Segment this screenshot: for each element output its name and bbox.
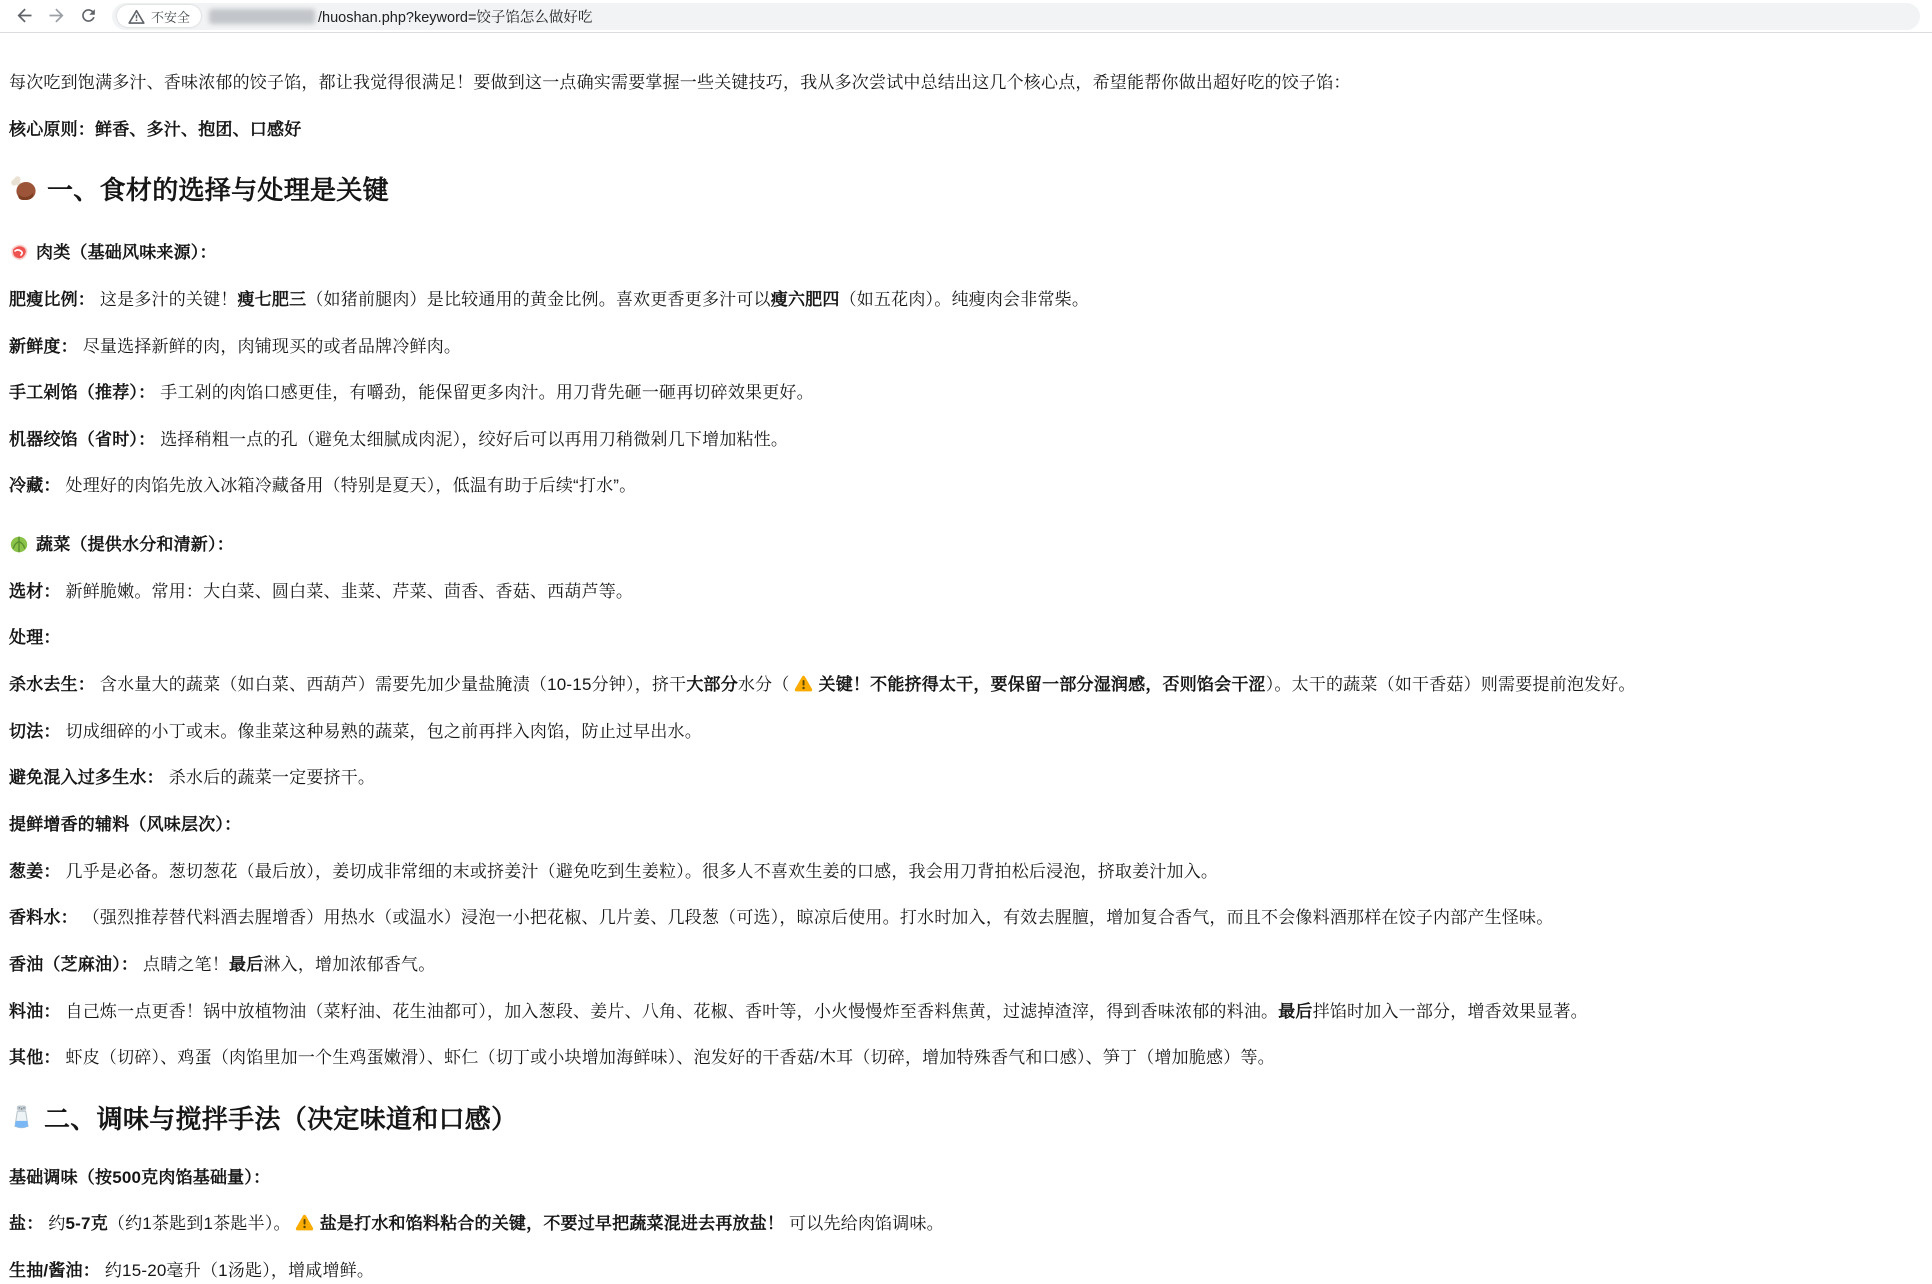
redacted-domain [209, 9, 315, 24]
vegetable-selection: 选材： 新鲜脆嫩。常用：大白菜、圆白菜、韭菜、芹菜、茴香、香菇、西葫芦等。 [9, 581, 634, 601]
scallion-ginger: 葱姜： 几乎是必备。葱切葱花（最后放），姜切成非常细的末或挤姜汁（避免吃到生姜粒）。很多人不喜欢生姜的口感，我会用刀背拍松后浸泡，挤取姜汁加入。 [9, 861, 1219, 881]
seasoned-oil: 料油： 自己炼一点更香！锅中放植物油（菜籽油、花生油都可），加入葱段、姜片、八角、花椒、香叶等，小火慢慢炸至香料焦黄，过滤掉渣滓，得到香味浓郁的料油。最后拌馅时加入一部分，增香效果显著。 [9, 1001, 1588, 1021]
forward-icon [46, 5, 67, 27]
fat-lean-ratio: 肥瘦比例： 这是多汁的关键！瘦七肥三（如猪前腿肉）是比较通用的黄金比例。喜欢更香更多汁可以瘦六肥四（如五花肉）。纯瘦肉会非常柴。 [9, 289, 1090, 309]
url-text: /huoshan.php?keyword=饺子馅怎么做好吃 [318, 9, 593, 26]
avoid-raw-water: 避免混入过多生水： 杀水后的蔬菜一定要挤干。 [9, 768, 376, 788]
address-bar[interactable] [112, 3, 1920, 30]
forward-button[interactable] [42, 2, 70, 30]
insecure-label: 不安全 [151, 9, 191, 25]
sesame-oil: 香油（芝麻油）： 点睛之笔！最后淋入，增加浓郁香气。 [9, 954, 436, 974]
refrigerate: 冷藏： 处理好的肉馅先放入冰箱冷藏备用（特别是夏天），低温有助于后续“打水”。 [9, 476, 637, 496]
salt-amount: 盐： 约5-7克（约1茶匙到1茶匙半）。 盐是打水和馅料粘合的关键，不要过早把蔬菜混进去再放盐！ 可以先给肉馅调味。 [9, 1212, 1922, 1237]
reload-icon [79, 6, 98, 26]
spice-water: 香料水： （强烈推荐替代料酒去腥增香）用热水（或温水）浸泡一小把花椒、几片姜、几段葱（可选），晾凉后使用。打水时加入，有效去腥膻，增加复合香气，而且不会像料酒那样在饺子内部产生怪味。 [9, 908, 1554, 928]
cutting-method: 切法： 切成细碎的小丁或末。像韭菜这种易熟的蔬菜，包之前再拌入肉馅，防止过早出水。 [9, 721, 702, 741]
section-2-heading: 二、调味与搅拌手法（决定味道和口感） [9, 1099, 1922, 1136]
cut-of-meat-icon [9, 241, 29, 266]
security-chip[interactable] [117, 5, 201, 27]
vegetable-processing: 处理： [9, 628, 61, 648]
warning-icon [295, 1212, 314, 1237]
back-button[interactable] [10, 2, 38, 30]
soy-sauce-amount: 生抽/酱油： 约15-20毫升（1汤匙），增咸增鲜。 [9, 1261, 375, 1281]
meat-on-bone-icon [9, 174, 37, 206]
intro-paragraph: 每次吃到饱满多汁、香味浓郁的饺子馅，都让我觉得很满足！要做到这一点确实需要掌握一些关键技巧，我从多次尝试中总结出这几个核心点，希望能帮你做出超好吃的饺子馅： [9, 73, 1351, 92]
base-seasoning-subheading: 基础调味（按500克肉馅基础量）： [9, 1167, 271, 1187]
salt-shaker-icon [9, 1104, 34, 1135]
warning-icon [794, 673, 813, 698]
back-icon [14, 5, 35, 27]
browser-toolbar [0, 0, 1932, 33]
article [0, 33, 1932, 1284]
hand-chopped: 手工剁馅（推荐）： 手工剁的肉馅口感更佳，有嚼劲，能保留更多肉汁。用刀背先砸一砸再切碎效果更好。 [9, 383, 814, 403]
leafy-green-icon [9, 533, 29, 558]
section-1-heading: 一、食材的选择与处理是关键 [9, 170, 1922, 207]
insecure-warning-icon [128, 7, 145, 25]
desalting-water: 杀水去生： 含水量大的蔬菜（如白菜、西葫芦）需要先加少量盐腌渍（10-15分钟），挤干大部分水分（ 关键！不能挤得太干，要保留一部分湿润感，否则馅会干涩）。太干的蔬菜（如干香菇）则需要提前泡发好。 [9, 673, 1922, 698]
vegetable-subheading: 蔬菜（提供水分和清新）： [9, 533, 1922, 558]
core-principles: 核心原则：鲜香、多汁、抱团、口感好 [9, 119, 302, 139]
reload-button[interactable] [74, 2, 102, 30]
aroma-enhancers-subheading: 提鲜增香的辅料（风味层次）： [9, 814, 242, 834]
freshness: 新鲜度： 尽量选择新鲜的肉，肉铺现买的或者品牌冷鲜肉。 [9, 336, 462, 356]
machine-ground: 机器绞馅（省时）： 选择稍粗一点的孔（避免太细腻成肉泥），绞好后可以再用刀稍微剁几下增加粘性。 [9, 429, 789, 449]
meat-subheading: 肉类（基础风味来源）： [9, 241, 1922, 266]
other-ingredients: 其他： 虾皮（切碎）、鸡蛋（肉馅里加一个生鸡蛋嫩滑）、虾仁（切丁或小块增加海鲜味）、泡发好的干香菇/木耳（切碎，增加特殊香气和口感）、笋丁（增加脆感）等。 [9, 1048, 1275, 1068]
